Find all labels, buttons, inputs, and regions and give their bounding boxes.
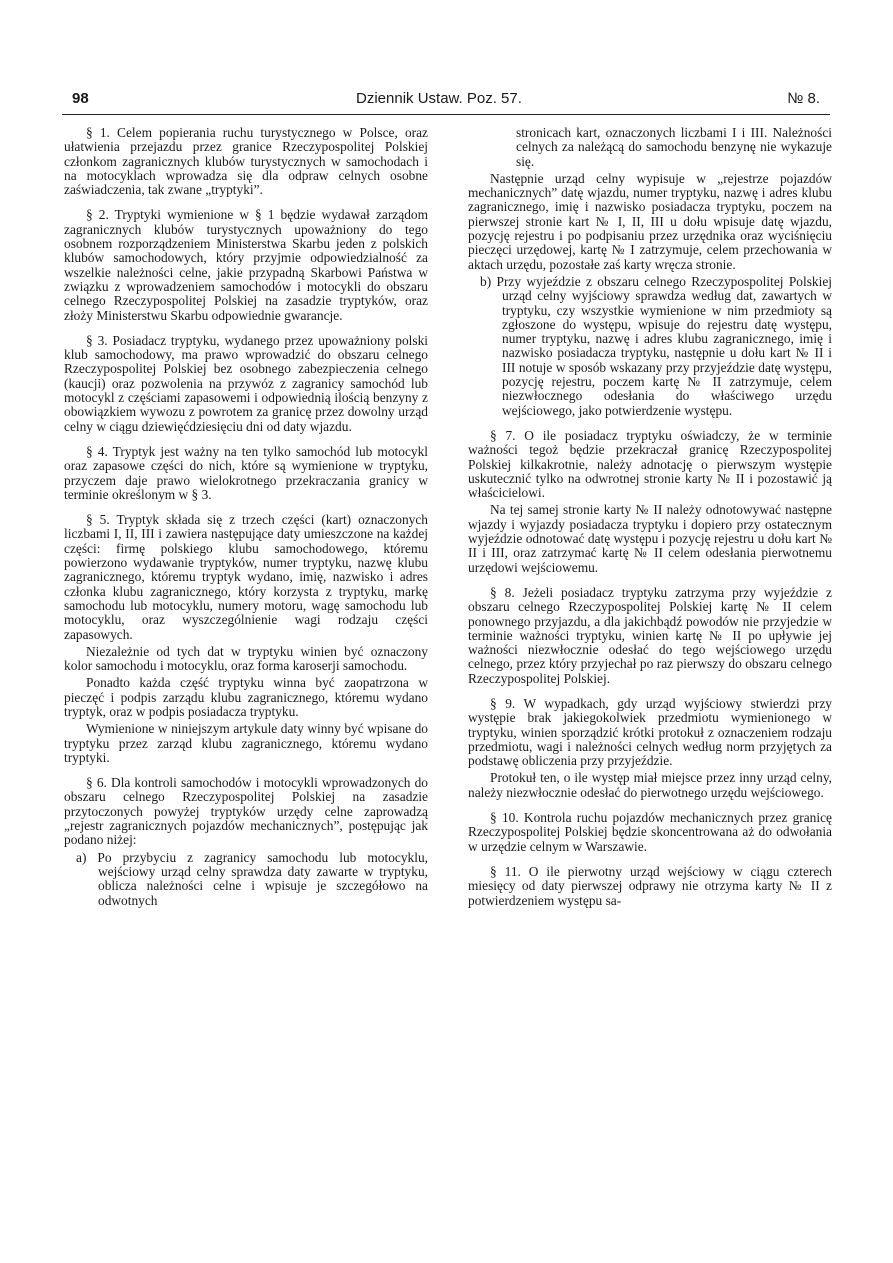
- paragraph-section-9: § 9. W wypadkach, gdy urząd wyjściowy stwierdzi przy występie brak jakiegokolwiek przedmiotu wymienionego w tryptyku, winien sporządzić krótki protokuł z oznaczeniem rodzaju przedmiotu, wagi i należności celnych według norm przyjętych za podstawę obliczenia przy przyjeździe.: [468, 695, 832, 769]
- left-column: [64, 126, 428, 908]
- paragraph-section-4: § 4. Tryptyk jest ważny na ten tylko samochód lub motocykl oraz zapasowe części do nich, które są wymienione w tryptyku, przyczem daje prawo wielokrotnego przekraczania granicy w terminie określonym w § 3.: [64, 443, 428, 502]
- paragraph-a-continued: stronicach kart, oznaczonych liczbami I i III. Należności celnych za należącą do samochodu benzynę nie wykazuje się.: [516, 125, 832, 169]
- page-header: [68, 90, 828, 110]
- issue-number: № 8.: [787, 90, 820, 107]
- paragraph-section-1: § 1. Celem popierania ruchu turystycznego w Polsce, oraz ułatwienia przejazdu przez granice Rzeczypospolitej Polskiej członkom zagranicznych klubów turystycznych w samochodach i na motocyklach wprowadza się dla odpraw celnych osobne zaświadczenia, tak zwane „tryptyki”.: [64, 125, 428, 198]
- journal-title: Dziennik Ustaw. Poz. 57.: [356, 90, 522, 107]
- paragraph-section-8: § 8. Jeżeli posiadacz tryptyku zatrzyma przy wyjeździe z obszaru celnego Rzeczypospolitej Polskiej kartę № II celem ponownego przyjazdu, a dla jakichbądź powodów nie przyjedzie w terminie ważności tryptyku, winien kartę № II po upływie jej ważności niezwłocznie odesłać do tego wejściowego urzędu celnego, przez który przyjechał po raz pierwszy do obszaru celnego Rzeczypospolitej Polskiej.: [468, 584, 832, 686]
- list-item-b: b) Przy wyjeździe z obszaru celnego Rzeczypospolitej Polskiej urząd celny wyjściowy sprawdza według dat, zawartych w tryptyku, czy wszystkie wymienione w nim przedmioty są zgłoszone do występu, wpisuje do rejestru datę występu, numer tryptyku, nazwę i adres klubu zagranicznego, imię i nazwisko posiadacza tryptyku, następnie u dołu kart № II i III notuje w sposób wskazany przy przyjeździe datę występu, pozycję rejestru, poczem kartę № II zatrzymuje, celem niezwłocznego odesłania do właściwego urzędu wejściowego, jako potwierdzenie występu.: [480, 273, 832, 418]
- paragraph-section-7-notes: Na tej samej stronie karty № II należy odnotowywać następne wjazdy i wyjazdy posiadacza tryptyku i dopiero przy ostatecznym wyjeździe odnotować datę występu i pozycję rejestru u dołu kart № II i III, oraz zatrzymać kartę № II celem odesłania pierwotnemu urzędowi wejściowemu.: [468, 502, 832, 575]
- page-number: 98: [72, 90, 89, 107]
- paragraph-section-5-entries: Wymienione w niniejszym artykule daty winny być wpisane do tryptyku przez zarząd klubu zagranicznego, któremu wydano tryptyki.: [64, 721, 428, 765]
- paragraph-section-9-protocol: Protokuł ten, o ile występ miał miejsce przez inny urząd celny, należy niezwłocznie odesłać do pierwotnego urzędu wejściowego.: [468, 770, 832, 800]
- paragraph-section-7: § 7. O ile posiadacz tryptyku oświadczy, że w terminie ważności tegoż będzie przekraczał granicę Rzeczypospolitej Polskiej kilkakrotnie, należy adnotację o pierwszym występie uskutecznić tylko na odwrotnej stronie karty № II i pozostawić ją właścicielowi.: [468, 427, 832, 501]
- list-item-a: a) Po przybyciu z zagranicy samochodu lub motocyklu, wejściowy urząd celny sprawdza daty zawarte w tryptyku, oblicza należności celne i wpisuje je szczegółowo na odwotnych: [76, 849, 428, 908]
- paragraph-a-register: Następnie urząd celny wypisuje w „rejestrze pojazdów mechanicznych” datę wjazdu, numer tryptyku, nazwę i adres klubu zagranicznego, imię i nazwisko posiadacza tryptyku, poczem na pierwszej stronie kart № I, II, III u dołu wpisuje datę wjazdu, pozycję rejestru i po podpisaniu przez urzędnika oraz wyciśnięciu pieczęci urzędowej, kartę № I zatrzymuje, celem przechowania w aktach urzędu, pozostałe zaś karty wręcza stronie.: [468, 170, 832, 272]
- paragraph-section-2: § 2. Tryptyki wymienione w § 1 będzie wydawał zarządom zagranicznych klubów turystycznych upoważniony do tego osobnem rozporządzeniem Ministerstwa Skarbu jeden z polskich klubów samochodowych, który przyjmie odpowiedzialność za wszelkie należności celne, jakie przypadną Skarbowi Państwa w związku z wprowadzeniem samochodów i motocykli do obszaru celnego Rzeczypospolitej Polskiej na zasadzie tryptyków, oraz złoży Ministerstwu Skarbu odpowiednie gwarancje.: [64, 207, 428, 323]
- paragraph-section-3: § 3. Posiadacz tryptyku, wydanego przez upoważniony polski klub samochodowy, ma prawo wprowadzić do obszaru celnego Rzeczypospolitej Polskiej bez osobnego zabezpieczenia celnego (kaucji) oraz pozwolenia na przywóz z zagranicy samochód lub motocykl z częściami zapasowemi i odpowiednią ilością benzyny z obowiązkiem wywozu z powrotem za granicę przez dowolny urząd celny w ciągu dziewięćdziesięciu dni od daty wjazdu.: [64, 332, 428, 434]
- paragraph-section-5-color: Niezależnie od tych dat w tryptyku winien być oznaczony kolor samochodu i motocyklu, oraz forma karoserji samochodu.: [64, 643, 428, 674]
- paragraph-section-11: § 11. O ile pierwotny urząd wejściowy w ciągu czterech miesięcy od daty pierwszej odprawy nie otrzyma karty № II z potwierdzeniem występu sa-: [468, 863, 832, 908]
- paragraph-section-6: § 6. Dla kontroli samochodów i motocykli wprowadzonych do obszaru celnego Rzeczypospolitej Polskiej na zasadzie przytoczonych powyżej tryptyków urzędy celne zaprowadzą „rejestr zagranicznych pojazdów mechanicznych”, postępując jak podano niżej:: [64, 775, 428, 848]
- header-rule: [62, 114, 830, 115]
- paragraph-section-5-seal: Ponadto każda część tryptyku winna być zaopatrzona w pieczęć i podpis zarządu klubu zagranicznego, któremu wydano tryptyk, oraz w podpis posiadacza tryptyku.: [64, 675, 428, 719]
- paragraph-section-5: § 5. Tryptyk składa się z trzech części (kart) oznaczonych liczbami I, II, III i zawiera następujące daty umieszczone na każdej części: firmę polskiego klubu samochodowego, któremu powierzono wydawanie tryptyków, numer tryptyku, nazwę klubu zagranicznego, któremu tryptyk wydano, imię, nazwisko i adres członka klubu zagranicznego, który korzysta z tryptyku, markę samochodu lub motocyklu, numery motoru, wagę samochodu lub motocyklu, oraz wyszczególnienie wagi rodzaju części zapasowych.: [64, 512, 428, 642]
- paragraph-section-10: § 10. Kontrola ruchu pojazdów mechanicznych przez granicę Rzeczypospolitej Polskiej będzie skoncentrowana aż do odwołania w urzędzie celnym w Warszawie.: [468, 810, 832, 854]
- right-column: [468, 126, 832, 908]
